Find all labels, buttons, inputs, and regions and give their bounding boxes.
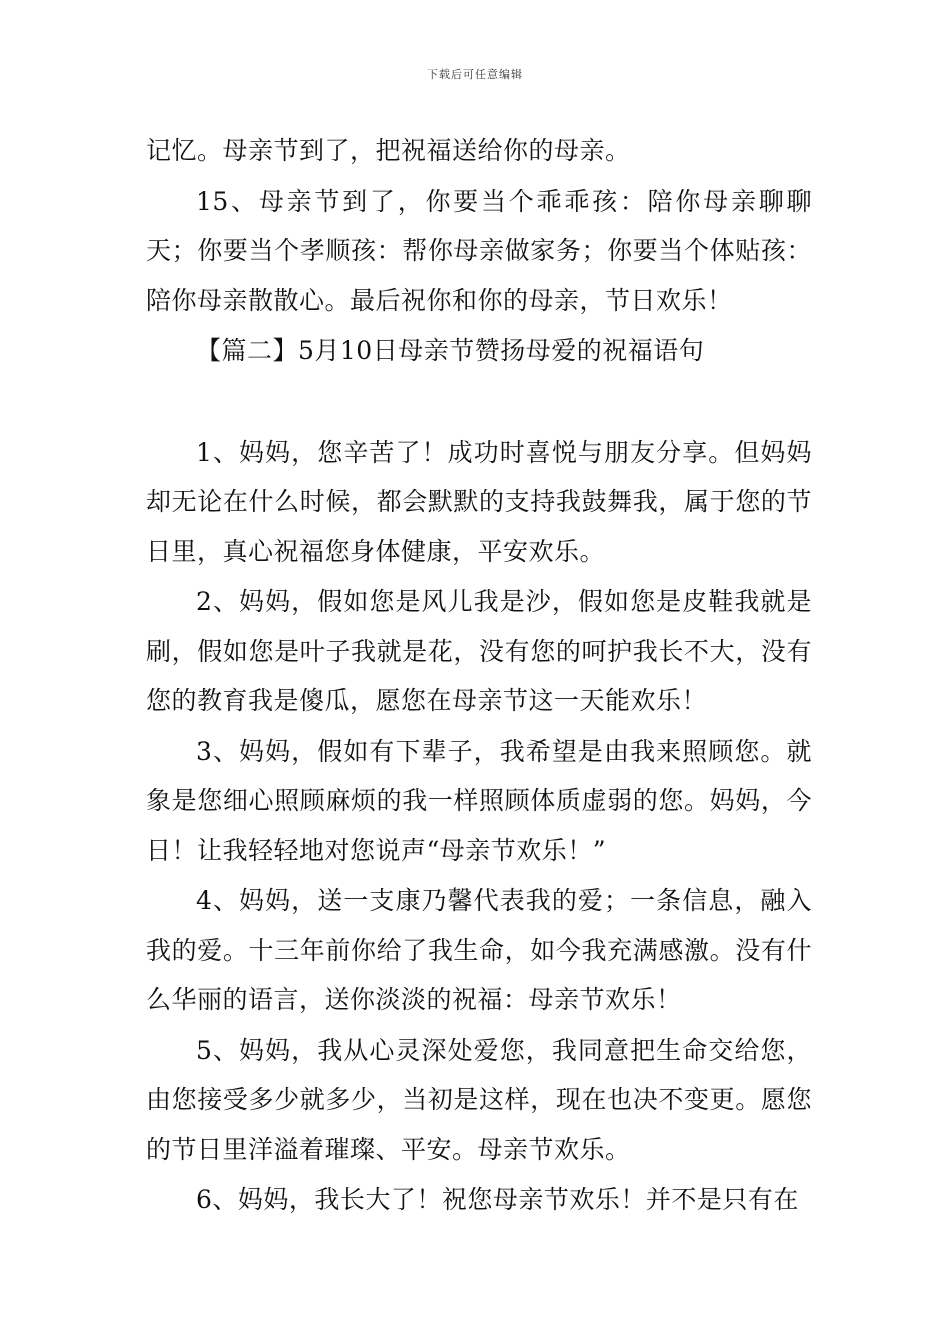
section-title: 【篇二】5月10日母亲节赞扬母爱的祝福语句 (196, 336, 705, 365)
paragraph-item-6: 6、妈妈，我长大了！祝您母亲节欢乐！并不是只有在 (196, 1185, 799, 1214)
paragraph-continued: 记忆。母亲节到了，把祝福送给你的母亲。 (146, 136, 631, 165)
document-body (146, 126, 812, 1226)
paragraph-item-1: 1、妈妈，您辛苦了！成功时喜悦与朋友分享。但妈妈却无论在什么时候，都会默默的支持我鼓舞我，属于您的节日里，真心祝福您身体健康，平安欢乐。 (146, 437, 812, 566)
page-header: 下载后可任意编辑 (427, 68, 523, 81)
paragraph-item-3: 3、妈妈，假如有下辈子，我希望是由我来照顾您。就象是您细心照顾麻烦的我一样照顾体质虚弱的您。妈妈，今日！让我轻轻地对您说声“母亲节欢乐！” (146, 736, 812, 865)
paragraph-item-2: 2、妈妈，假如您是风儿我是沙，假如您是皮鞋我就是刷，假如您是叶子我就是花，没有您的呵护我长不大，没有您的教育我是傻瓜，愿您在母亲节这一天能欢乐！ (146, 587, 812, 715)
paragraph-item-5: 5、妈妈，我从心灵深处爱您，我同意把生命交给您，由您接受多少就多少，当初是这样，现在也决不变更。愿您的节日里洋溢着璀璨、平安。母亲节欢乐。 (146, 1035, 812, 1164)
section-spacer (146, 376, 812, 428)
paragraph-item-15: 15、母亲节到了，你要当个乖乖孩：陪你母亲聊聊天；你要当个孝顺孩：帮你母亲做家务；你要当个体贴孩：陪你母亲散散心。最后祝你和你的母亲，节日欢乐！ (146, 186, 812, 315)
paragraph-item-4: 4、妈妈，送一支康乃馨代表我的爱；一条信息，融入我的爱。十三年前你给了我生命，如今我充满感激。没有什么华丽的语言，送你淡淡的祝福：母亲节欢乐！ (146, 886, 812, 1014)
